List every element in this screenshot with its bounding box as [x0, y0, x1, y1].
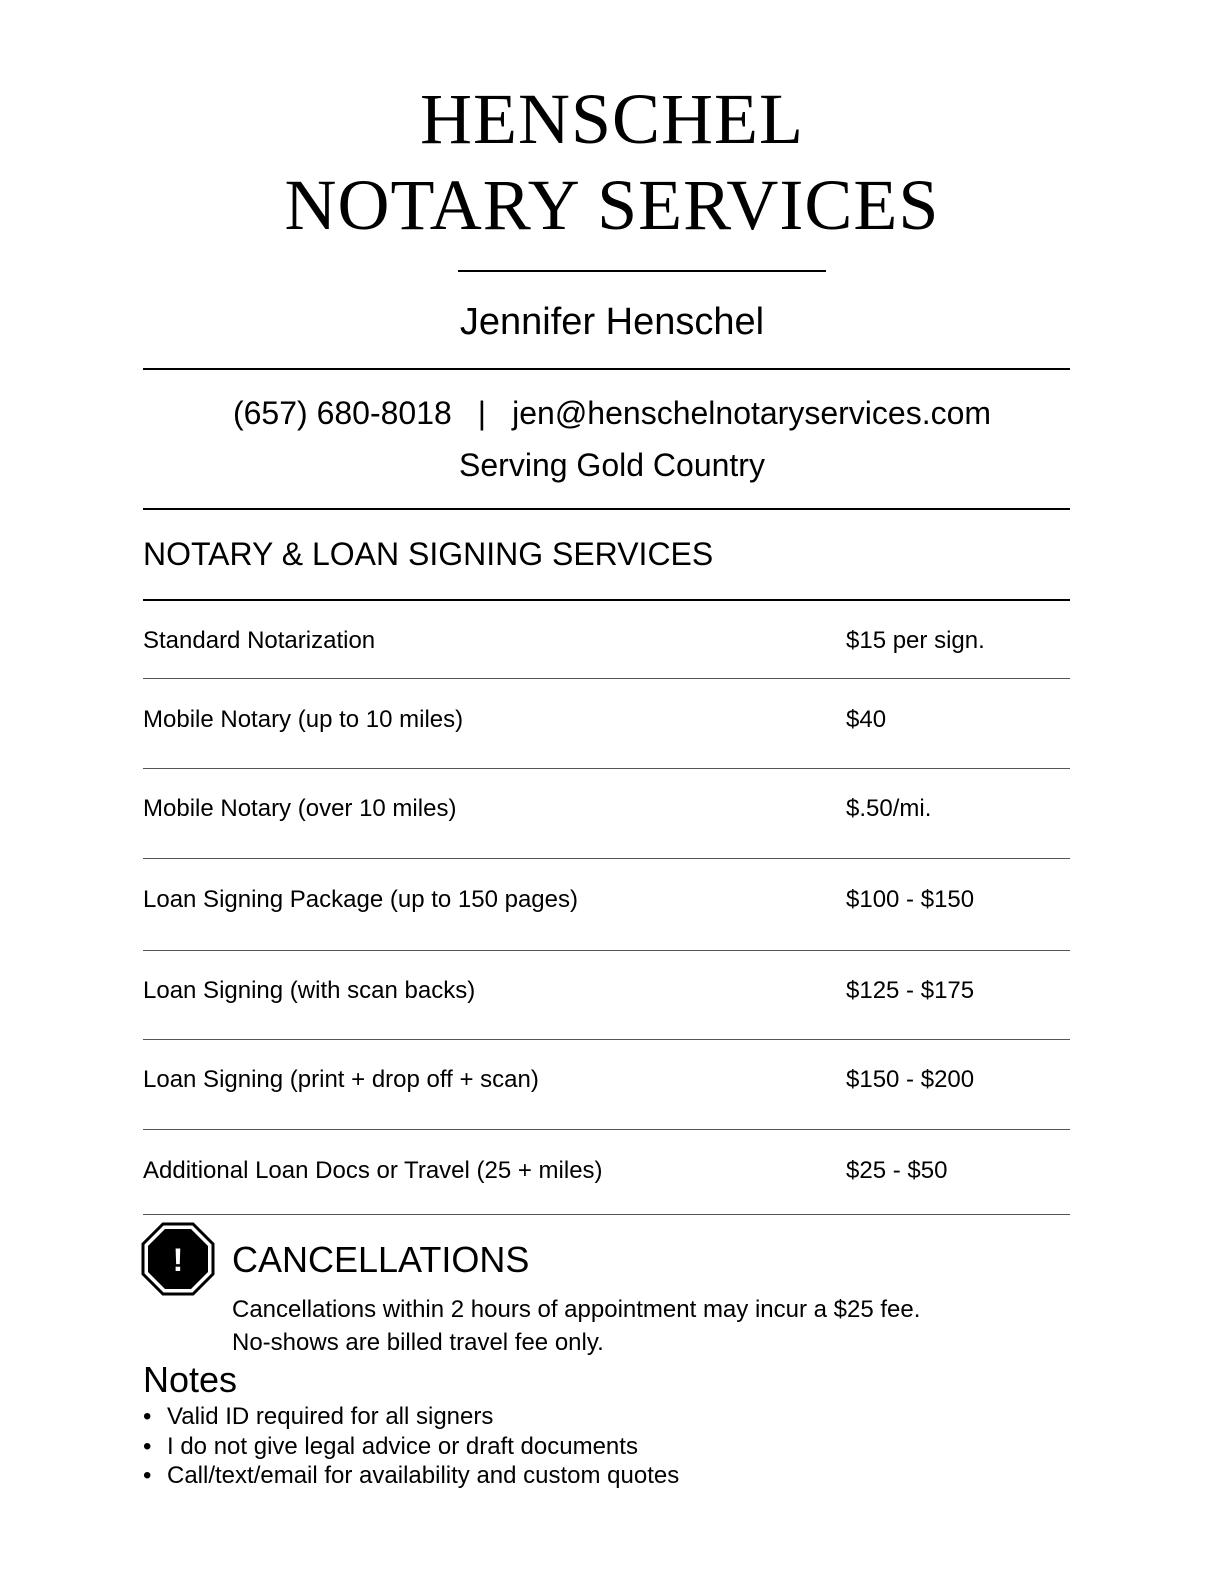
- cancellation-policy-line-1: Cancellations within 2 hours of appointment may incur a $25 fee.: [232, 1296, 921, 1323]
- list-item: [143, 1432, 679, 1462]
- service-name: Additional Loan Docs or Travel (25 + miles): [143, 1157, 603, 1184]
- notes-heading: Notes: [143, 1359, 238, 1400]
- notes-list: [143, 1402, 679, 1491]
- service-price: $125 - $175: [846, 977, 975, 1004]
- business-name-line-2: NOTARY SERVICES: [284, 165, 940, 245]
- service-name: Loan Signing (print + drop off + scan): [143, 1066, 539, 1093]
- row-divider: [143, 1129, 1070, 1130]
- services-heading: NOTARY & LOAN SIGNING SERVICES: [143, 536, 714, 572]
- note-text: I do not give legal advice or draft documents: [167, 1432, 638, 1460]
- service-price: $150 - $200: [846, 1066, 975, 1093]
- cancellation-policy-line-2: No-shows are billed travel fee only.: [232, 1329, 604, 1356]
- service-price: $40: [846, 706, 887, 733]
- list-item: [143, 1461, 679, 1491]
- service-name: Standard Notarization: [143, 627, 376, 654]
- service-price: $.50/mi.: [846, 795, 932, 822]
- service-price: $25 - $50: [846, 1157, 948, 1184]
- warning-glyph: !: [172, 1242, 184, 1278]
- row-divider: [143, 1039, 1070, 1040]
- note-text: Call/text/email for availability and custom quotes: [167, 1462, 680, 1489]
- contact-separator: |: [477, 395, 487, 431]
- service-region: Serving Gold Country: [459, 447, 765, 483]
- divider-top: [143, 368, 1070, 370]
- service-name: Loan Signing (with scan backs): [143, 977, 476, 1004]
- row-divider: [143, 1214, 1070, 1215]
- service-price: $100 - $150: [846, 886, 975, 913]
- stop-warning-icon: [141, 1222, 215, 1296]
- phone-number[interactable]: (657) 680-8018: [232, 395, 452, 431]
- service-name: Loan Signing Package (up to 150 pages): [143, 886, 578, 913]
- row-divider: [143, 858, 1070, 859]
- bullet: •: [143, 1403, 152, 1430]
- list-item: [143, 1402, 679, 1432]
- service-name: Mobile Notary (over 10 miles): [143, 795, 457, 822]
- note-text: Valid ID required for all signers: [167, 1403, 494, 1430]
- owner-name: Jennifer Henschel: [459, 301, 765, 343]
- row-divider: [143, 950, 1070, 951]
- contact-line: [0, 392, 1224, 434]
- title-divider: [458, 270, 826, 272]
- email-address[interactable]: jen@henschelnotaryservices.com: [512, 395, 992, 431]
- service-price: $15 per sign.: [846, 627, 985, 654]
- bullet: •: [143, 1462, 152, 1489]
- bullet: •: [143, 1432, 152, 1460]
- services-heading-divider: [143, 599, 1070, 601]
- business-name-line-1: HENSCHEL: [420, 79, 804, 159]
- row-divider: [143, 768, 1070, 769]
- cancellations-heading: CANCELLATIONS: [232, 1239, 530, 1280]
- divider-contact: [143, 508, 1070, 510]
- service-name: Mobile Notary (up to 10 miles): [143, 706, 464, 733]
- row-divider: [143, 678, 1070, 679]
